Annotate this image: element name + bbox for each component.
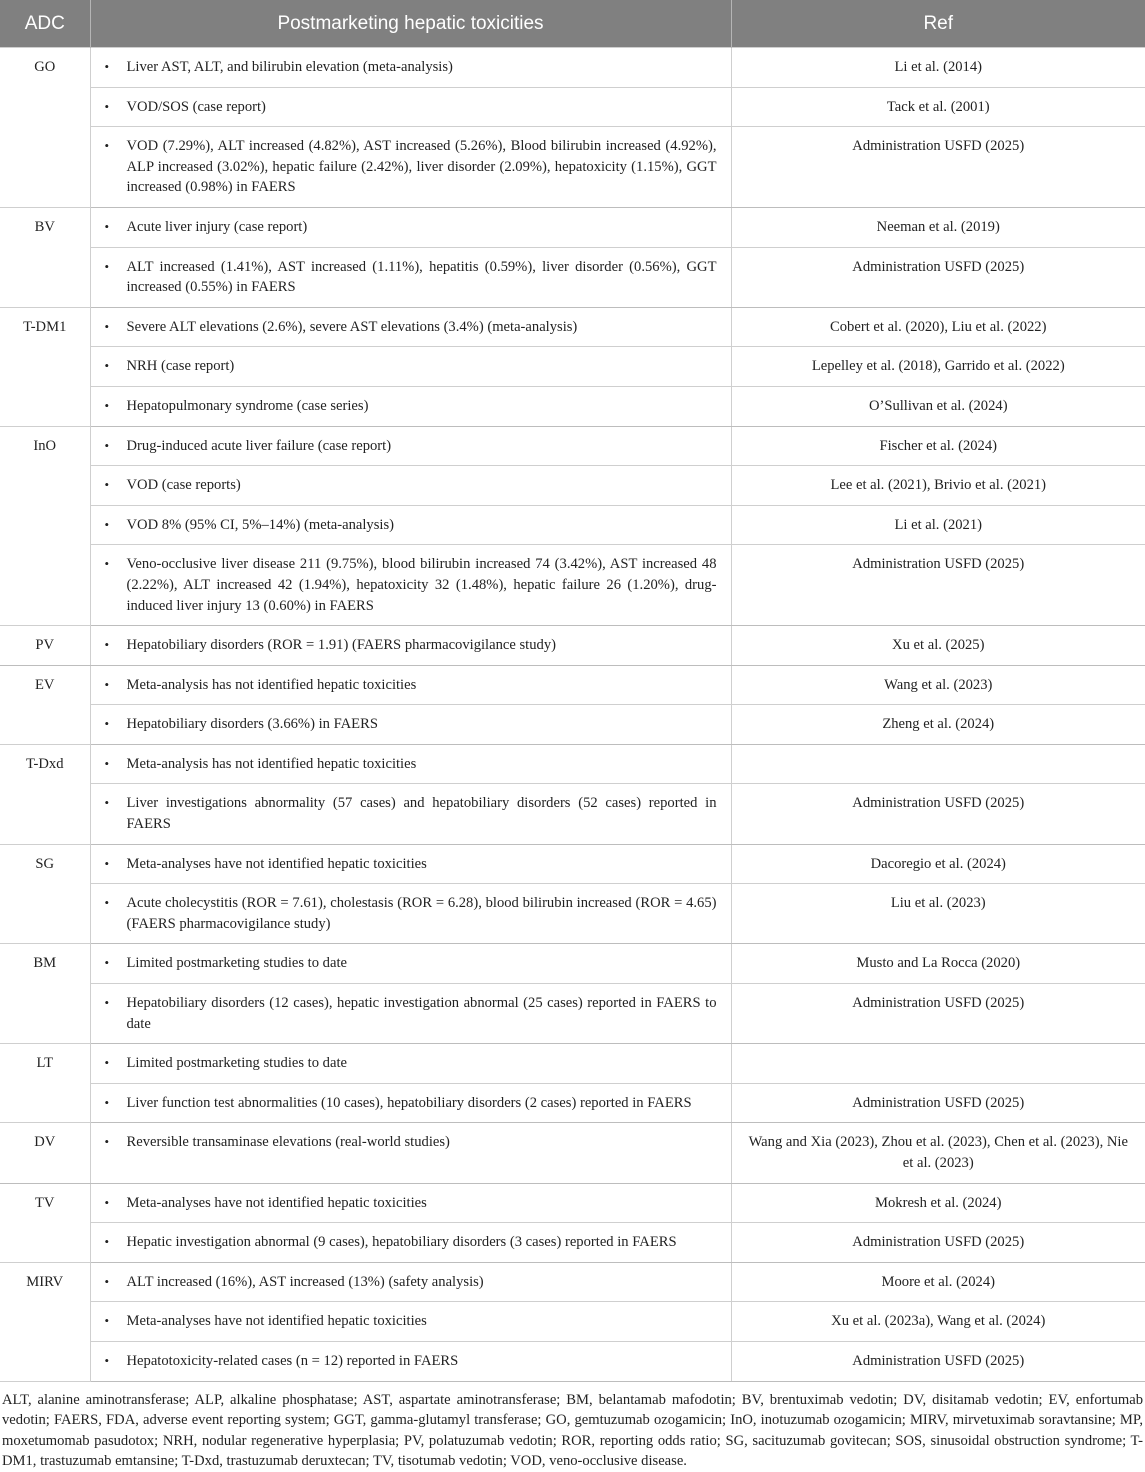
reference-cell: Administration USFD (2025): [731, 1341, 1145, 1381]
toxicity-cell: [90, 466, 731, 506]
table-row: [0, 48, 1145, 88]
toxicity-cell: [90, 207, 731, 247]
toxicity-cell: [90, 784, 731, 844]
header-ref: Ref: [731, 0, 1145, 48]
table-row: [0, 247, 1145, 307]
reference-cell: Lee et al. (2021), Brivio et al. (2021): [731, 466, 1145, 506]
bullet-icon: •: [104, 755, 110, 771]
reference-cell: Dacoregio et al. (2024): [731, 844, 1145, 884]
toxicity-text: Meta-analysis has not identified hepatic toxicities: [126, 676, 417, 693]
reference-cell: Moore et al. (2024): [731, 1262, 1145, 1302]
reference-cell: Administration USFD (2025): [731, 1083, 1145, 1123]
toxicity-text: Hepatic investigation abnormal (9 cases), hepatobiliary disorders (3 cases) reported in FAERS: [126, 1234, 677, 1251]
toxicity-text: VOD (7.29%), ALT increased (4.82%), AST increased (5.26%), Blood bilirubin increased (4.92%), ALP increased (3.02%), hepatic failure (2.42%), liver disorder (2.09%), hepatoxicity (1.15%), GGT increased (0.98%) in FAERS: [126, 138, 717, 196]
table-row: [0, 984, 1145, 1044]
toxicity-text: VOD 8% (95% CI, 5%–14%) (meta-analysis): [126, 516, 394, 533]
bullet-icon: •: [104, 895, 110, 911]
reference-cell: Administration USFD (2025): [731, 247, 1145, 307]
reference-cell: [731, 744, 1145, 784]
table-row: [0, 1044, 1145, 1084]
toxicity-cell: [90, 665, 731, 705]
adc-cell: GO: [0, 48, 90, 208]
table-row: [0, 1183, 1145, 1223]
bullet-icon: •: [104, 1234, 110, 1250]
reference-cell: Mokresh et al. (2024): [731, 1183, 1145, 1223]
header-adc: ADC: [0, 0, 90, 48]
toxicity-cell: [90, 705, 731, 745]
reference-cell: Tack et al. (2001): [731, 87, 1145, 127]
toxicity-text: Reversible transaminase elevations (real-world studies): [126, 1134, 450, 1151]
toxicity-cell: [90, 386, 731, 426]
bullet-icon: •: [104, 1094, 110, 1110]
table-row: [0, 1262, 1145, 1302]
reference-cell: Administration USFD (2025): [731, 127, 1145, 208]
toxicity-cell: [90, 884, 731, 944]
bullet-icon: •: [104, 477, 110, 493]
toxicity-text: Liver investigations abnormality (57 cases) and hepatobiliary disorders (52 cases) reported in FAERS: [126, 795, 717, 833]
reference-cell: Xu et al. (2023a), Wang et al. (2024): [731, 1302, 1145, 1342]
toxicity-text: ALT increased (16%), AST increased (13%) (safety analysis): [126, 1273, 484, 1290]
reference-cell: Li et al. (2014): [731, 48, 1145, 88]
table-row: [0, 466, 1145, 506]
toxicity-text: Veno-occlusive liver disease 211 (9.75%), blood bilirubin increased 74 (3.42%), AST increased 48 (2.22%), ALT increased 42 (1.94%), hepatoxicity 32 (1.48%), hepatic failure 26 (1.20%), drug-induced liver injury 13 (0.60%) in FAERS: [126, 556, 717, 614]
reference-cell: Neeman et al. (2019): [731, 207, 1145, 247]
adc-cell: TV: [0, 1183, 90, 1262]
toxicity-text: Hepatopulmonary syndrome (case series): [126, 397, 369, 414]
reference-cell: Administration USFD (2025): [731, 984, 1145, 1044]
bullet-icon: •: [104, 218, 110, 234]
table-row: [0, 1302, 1145, 1342]
table-row: [0, 207, 1145, 247]
toxicity-text: Hepatobiliary disorders (12 cases), hepatic investigation abnormal (25 cases) reported in FAERS to date: [126, 995, 717, 1032]
table-row: [0, 505, 1145, 545]
table-footnote: ALT, alanine aminotransferase; ALP, alkaline phosphatase; AST, aspartate aminotransferase; BM, belantamab mafodotin; BV, brentuximab vedotin; DV, disitamab vedotin; EV, enfortumab vedotin; FAERS, FDA, adverse event reporting system; GGT, gamma-glutamyl transferase; GO, gemtuzumab ozogamicin; InO, inotuzumab ozogamicin; MIRV, mirvetuximab soravtansine; MP, moxetumomab pasudotox; NRH, nodular regenerative hyperplasia; PV, polatuzumab vedotin; ROR, reporting odds ratio; SG, sacituzumab govitecan; SOS, sinusoidal obstruction syndrome; T-DM1, trastuzumab emtansine; T-Dxd, trastuzumab deruxtecan; TV, tisotumab vedotin; VOD, veno-occlusive disease.: [2, 1391, 1143, 1470]
adc-cell: MIRV: [0, 1262, 90, 1381]
adc-cell: T-Dxd: [0, 744, 90, 844]
toxicity-cell: [90, 744, 731, 784]
toxicity-text: Limited postmarketing studies to date: [126, 955, 347, 972]
table-row: [0, 127, 1145, 208]
reference-cell: Li et al. (2021): [731, 505, 1145, 545]
bullet-icon: •: [104, 1313, 110, 1329]
toxicity-cell: [90, 1183, 731, 1223]
table-row: [0, 884, 1145, 944]
toxicity-cell: [90, 505, 731, 545]
reference-cell: Cobert et al. (2020), Liu et al. (2022): [731, 307, 1145, 347]
bullet-icon: •: [104, 1055, 110, 1071]
reference-cell: Administration USFD (2025): [731, 784, 1145, 844]
table-row: [0, 426, 1145, 466]
toxicity-cell: [90, 626, 731, 666]
reference-cell: Musto and La Rocca (2020): [731, 944, 1145, 984]
toxicity-text: VOD (case reports): [126, 477, 241, 494]
table-row: [0, 307, 1145, 347]
bullet-icon: •: [104, 318, 110, 334]
toxicity-text: Severe ALT elevations (2.6%), severe AST elevations (3.4%) (meta-analysis): [126, 318, 578, 335]
table-row: [0, 705, 1145, 745]
bullet-icon: •: [104, 995, 110, 1011]
table-row: [0, 665, 1145, 705]
toxicity-cell: [90, 127, 731, 208]
bullet-icon: •: [104, 516, 110, 532]
toxicity-text: Meta-analyses have not identified hepatic toxicities: [126, 1313, 427, 1330]
toxicity-text: Liver AST, ALT, and bilirubin elevation (meta-analysis): [126, 59, 453, 75]
reference-cell: Zheng et al. (2024): [731, 705, 1145, 745]
bullet-icon: •: [104, 556, 110, 572]
adc-cell: EV: [0, 665, 90, 744]
table-row: [0, 87, 1145, 127]
adc-cell: BM: [0, 944, 90, 1044]
table-row: [0, 545, 1145, 626]
reference-cell: Fischer et al. (2024): [731, 426, 1145, 466]
toxicity-text: Acute liver injury (case report): [126, 218, 308, 235]
toxicity-cell: [90, 1262, 731, 1302]
reference-cell: Lepelley et al. (2018), Garrido et al. (2022): [731, 347, 1145, 387]
bullet-icon: •: [104, 855, 110, 871]
reference-cell: O’Sullivan et al. (2024): [731, 386, 1145, 426]
toxicity-cell: [90, 247, 731, 307]
toxicity-cell: [90, 1083, 731, 1123]
header-toxicities: Postmarketing hepatic toxicities: [90, 0, 731, 48]
toxicity-cell: [90, 1044, 731, 1084]
toxicity-text: Hepatobiliary disorders (ROR = 1.91) (FAERS pharmacovigilance study): [126, 637, 556, 654]
table-row: [0, 1341, 1145, 1381]
toxicity-cell: [90, 87, 731, 127]
table-row: [0, 944, 1145, 984]
toxicity-text: Acute cholecystitis (ROR = 7.61), cholestasis (ROR = 6.28), blood bilirubin increased (ROR = 4.65) (FAERS pharmacovigilance study): [126, 895, 717, 932]
toxicity-text: Drug-induced acute liver failure (case report): [126, 437, 392, 454]
adc-cell: T-DM1: [0, 307, 90, 426]
toxicity-text: ALT increased (1.41%), AST increased (1.11%), hepatitis (0.59%), liver disorder (0.56%), GGT increased (0.55%) in FAERS: [126, 258, 717, 296]
toxicity-cell: [90, 984, 731, 1044]
table-row: [0, 1223, 1145, 1263]
reference-cell: Administration USFD (2025): [731, 1223, 1145, 1263]
toxicity-cell: [90, 426, 731, 466]
toxicity-text: Meta-analysis has not identified hepatic toxicities: [126, 755, 417, 772]
reference-cell: Liu et al. (2023): [731, 884, 1145, 944]
adc-cell: PV: [0, 626, 90, 666]
toxicity-cell: [90, 944, 731, 984]
adc-cell: LT: [0, 1044, 90, 1123]
adc-cell: BV: [0, 207, 90, 307]
table-row: [0, 1083, 1145, 1123]
reference-cell: Wang and Xia (2023), Zhou et al. (2023), Chen et al. (2023), Nie et al. (2023): [731, 1123, 1145, 1183]
bullet-icon: •: [104, 716, 110, 732]
bullet-icon: •: [104, 955, 110, 971]
toxicity-text: Hepatotoxicity-related cases (n = 12) reported in FAERS: [126, 1352, 459, 1369]
reference-cell: Xu et al. (2025): [731, 626, 1145, 666]
adc-cell: DV: [0, 1123, 90, 1183]
bullet-icon: •: [104, 138, 110, 154]
bullet-icon: •: [104, 358, 110, 374]
toxicity-text: Meta-analyses have not identified hepatic toxicities: [126, 1194, 427, 1211]
toxicity-text: Liver function test abnormalities (10 cases), hepatobiliary disorders (2 cases) reported in FAERS: [126, 1094, 692, 1111]
toxicity-cell: [90, 307, 731, 347]
table-row: [0, 1123, 1145, 1183]
table-row: [0, 347, 1145, 387]
toxicity-cell: [90, 545, 731, 626]
table-row: [0, 744, 1145, 784]
reference-cell: [731, 1044, 1145, 1084]
table-body: [0, 48, 1145, 1382]
toxicity-cell: [90, 347, 731, 387]
bullet-icon: •: [104, 1273, 110, 1289]
table-row: [0, 844, 1145, 884]
table-row: [0, 386, 1145, 426]
header-row: [0, 0, 1145, 48]
bullet-icon: •: [104, 437, 110, 453]
bullet-icon: •: [104, 98, 110, 114]
bullet-icon: •: [104, 676, 110, 692]
toxicity-cell: [90, 1341, 731, 1381]
toxicity-text: Limited postmarketing studies to date: [126, 1055, 347, 1072]
toxicity-cell: [90, 1223, 731, 1263]
bullet-icon: •: [104, 1194, 110, 1210]
bullet-icon: •: [104, 1134, 110, 1150]
bullet-icon: •: [104, 637, 110, 653]
toxicity-text: VOD/SOS (case report): [126, 98, 266, 115]
bullet-icon: •: [104, 1352, 110, 1368]
bullet-icon: •: [104, 258, 110, 274]
adc-cell: SG: [0, 844, 90, 944]
bullet-icon: •: [104, 59, 110, 74]
toxicity-cell: [90, 844, 731, 884]
toxicity-cell: [90, 1123, 731, 1183]
toxicity-text: NRH (case report): [126, 358, 235, 375]
toxicity-text: Hepatobiliary disorders (3.66%) in FAERS: [126, 716, 378, 733]
toxicity-cell: [90, 1302, 731, 1342]
table-row: [0, 784, 1145, 844]
reference-cell: Wang et al. (2023): [731, 665, 1145, 705]
toxicity-text: Meta-analyses have not identified hepatic toxicities: [126, 855, 427, 872]
reference-cell: Administration USFD (2025): [731, 545, 1145, 626]
toxicity-cell: [90, 48, 731, 88]
bullet-icon: •: [104, 397, 110, 413]
adc-cell: InO: [0, 426, 90, 626]
table-row: [0, 626, 1145, 666]
bullet-icon: •: [104, 795, 110, 811]
